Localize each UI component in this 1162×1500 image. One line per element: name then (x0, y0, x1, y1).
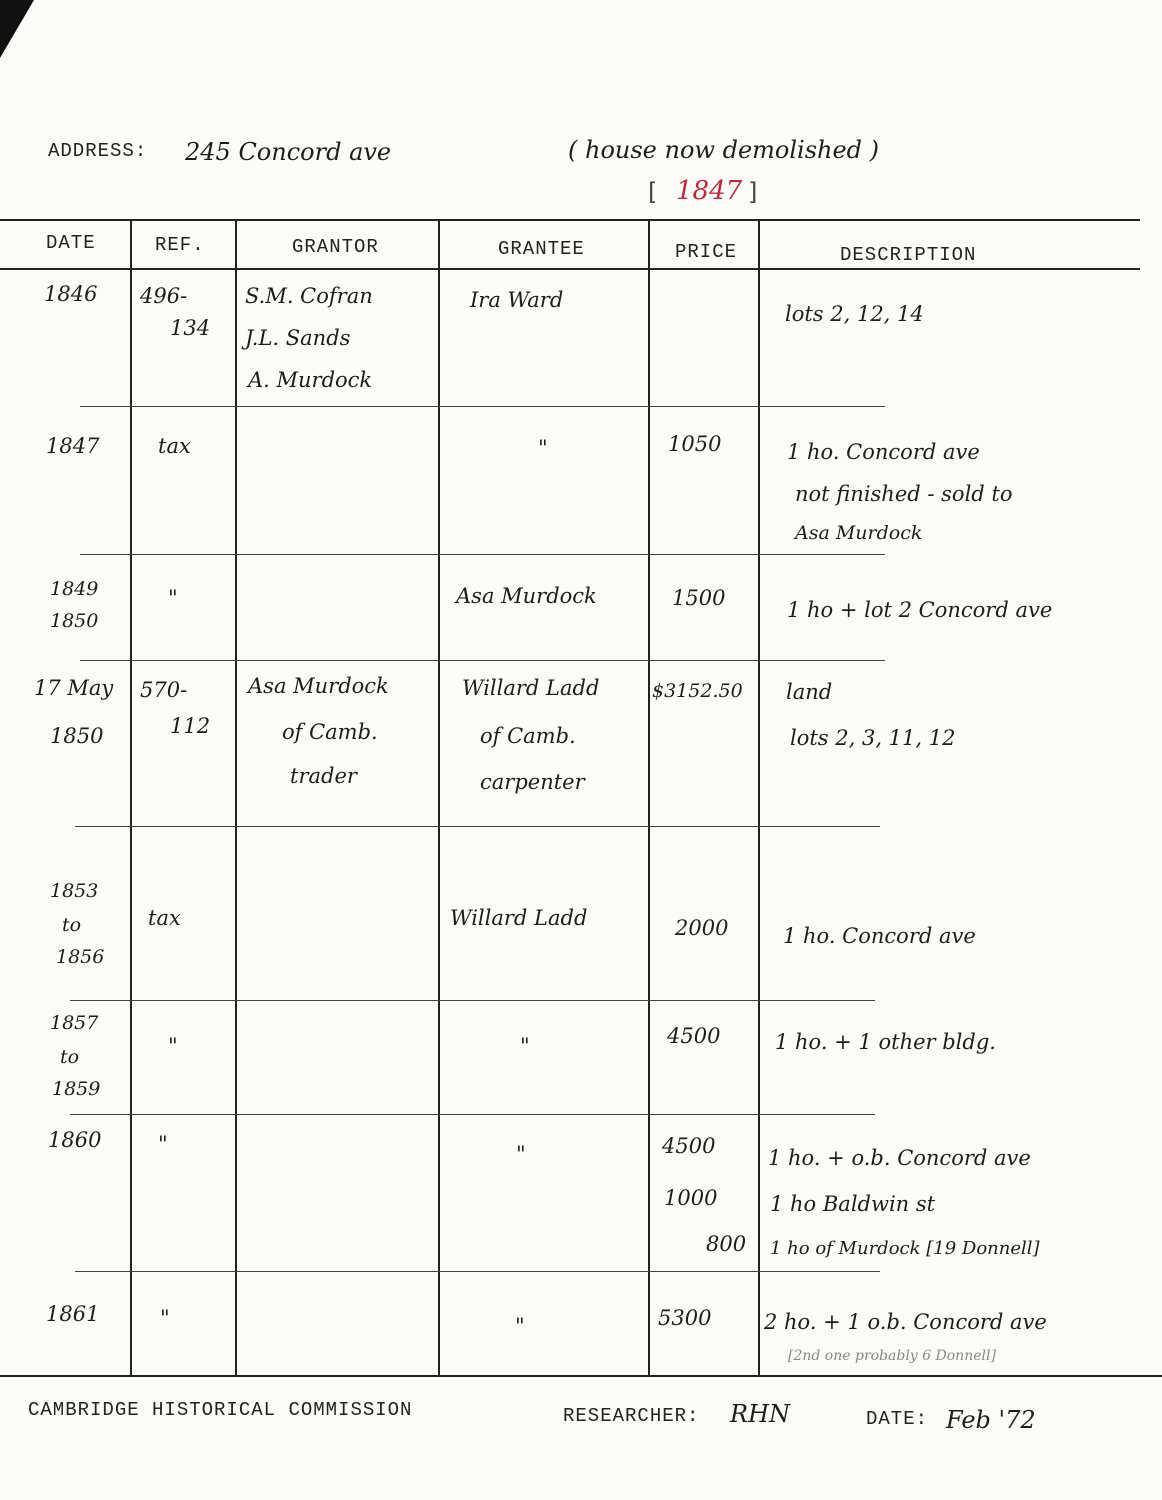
entry-grantee-ditto: " (516, 1142, 526, 1166)
row-separator (70, 1000, 875, 1001)
entry-price: 4500 (667, 1024, 721, 1048)
entry-price: 800 (706, 1232, 747, 1256)
entry-date: 1853 (50, 880, 99, 902)
row-separator (80, 406, 885, 407)
table-top-rule (0, 219, 1140, 221)
entry-price: 1050 (668, 432, 722, 456)
entry-price: 1500 (672, 586, 726, 610)
entry-description: not finished - sold to (795, 482, 1013, 506)
entry-date: 1849 (50, 578, 99, 600)
entry-grantor: Asa Murdock (248, 674, 389, 698)
entry-ref: 496- (140, 284, 188, 308)
date-label: DATE: (866, 1408, 929, 1430)
entry-ref-ditto: " (160, 1306, 170, 1330)
entry-grantee-ditto: " (520, 1034, 530, 1058)
entry-date: 17 May (34, 676, 114, 700)
entry-ref: 570- (140, 678, 188, 702)
entry-grantee: Ira Ward (470, 288, 564, 312)
entry-ref: tax (148, 906, 181, 930)
entry-grantee-ditto: " (538, 436, 548, 460)
entry-description: 1 ho. Concord ave (783, 924, 976, 948)
column-divider-ref (235, 220, 237, 1376)
table-bottom-rule (0, 1375, 1162, 1377)
entry-ref-ditto: " (168, 586, 178, 610)
entry-description: 1 ho. + o.b. Concord ave (768, 1146, 1031, 1170)
entry-grantee: Asa Murdock (456, 584, 597, 608)
entry-date: 1859 (52, 1078, 101, 1100)
address-value: 245 Concord ave (185, 138, 392, 166)
entry-description: 2 ho. + 1 o.b. Concord ave (764, 1310, 1047, 1334)
column-divider-date (130, 220, 132, 1376)
column-header-price: PRICE (675, 241, 738, 263)
row-separator (70, 1114, 875, 1115)
entry-description: lots 2, 12, 14 (785, 302, 924, 326)
entry-date: 1860 (48, 1128, 102, 1152)
commission-name: CAMBRIDGE HISTORICAL COMMISSION (28, 1399, 413, 1421)
entry-description: 1 ho. Concord ave (787, 440, 980, 464)
entry-date: 1861 (46, 1302, 100, 1326)
entry-price: $3152.50 (652, 680, 743, 702)
entry-ref-ditto: " (158, 1132, 168, 1156)
entry-grantee-ditto: " (515, 1314, 525, 1338)
entry-date: 1847 (46, 434, 100, 458)
entry-grantor: A. Murdock (248, 368, 373, 392)
entry-price: 2000 (675, 916, 729, 940)
column-header-grantor: GRANTOR (292, 236, 379, 258)
entry-ref: 112 (170, 714, 211, 738)
entry-ref-ditto: " (168, 1034, 178, 1058)
entry-description: 1 ho + lot 2 Concord ave (787, 598, 1053, 622)
entry-grantor: S.M. Cofran (245, 284, 373, 308)
torn-corner (0, 0, 34, 58)
column-divider-price (758, 220, 760, 1376)
entry-description: Asa Murdock (795, 522, 923, 544)
entry-grantor: trader (290, 764, 357, 788)
demolished-note: ( house now demolished ) (568, 136, 880, 164)
column-header-description: DESCRIPTION (840, 244, 977, 266)
date-value: Feb '72 (946, 1406, 1036, 1434)
header-bottom-rule (0, 268, 1140, 270)
entry-grantor: J.L. Sands (245, 326, 351, 350)
entry-price: 5300 (658, 1306, 712, 1330)
entry-grantee: of Camb. (480, 724, 576, 748)
entry-price: 4500 (662, 1134, 716, 1158)
entry-price: 1000 (664, 1186, 718, 1210)
entry-description: 1 ho. + 1 other bldg. (775, 1030, 996, 1054)
entry-grantee: Willard Ladd (462, 676, 600, 700)
entry-date: 1856 (56, 946, 105, 968)
entry-date: 1857 (50, 1012, 99, 1034)
entry-ref: tax (158, 434, 191, 458)
address-label: ADDRESS: (48, 140, 148, 162)
row-separator (75, 826, 880, 827)
researcher-initials: RHN (730, 1400, 790, 1428)
entry-date: to (62, 914, 82, 936)
entry-grantee: Willard Ladd (450, 906, 588, 930)
entry-date: 1850 (50, 724, 104, 748)
entry-grantee: carpenter (480, 770, 585, 794)
entry-description: 1 ho Baldwin st (770, 1192, 936, 1216)
row-separator (75, 1271, 880, 1272)
column-divider-grantor (438, 220, 440, 1376)
entry-description: land (786, 680, 833, 704)
year-red: 1847 (676, 176, 743, 206)
entry-description: lots 2, 3, 11, 12 (790, 726, 956, 750)
year-bracket-open: [ (648, 178, 658, 206)
column-divider-grantee (648, 220, 650, 1376)
entry-date: to (60, 1046, 80, 1068)
year-bracket-close: ] (748, 178, 758, 206)
entry-pencil-note: [2nd one probably 6 Donnell] (788, 1348, 996, 1364)
row-separator (80, 554, 885, 555)
entry-ref: 134 (170, 316, 211, 340)
column-header-grantee: GRANTEE (498, 238, 585, 260)
entry-date: 1850 (50, 610, 99, 632)
entry-date: 1846 (44, 282, 98, 306)
entry-description: 1 ho of Murdock [19 Donnell] (770, 1238, 1040, 1259)
entry-grantor: of Camb. (282, 720, 378, 744)
researcher-label: RESEARCHER: (563, 1405, 700, 1427)
column-header-date: DATE (46, 232, 96, 254)
row-separator (80, 660, 885, 661)
column-header-ref: REF. (155, 234, 205, 256)
